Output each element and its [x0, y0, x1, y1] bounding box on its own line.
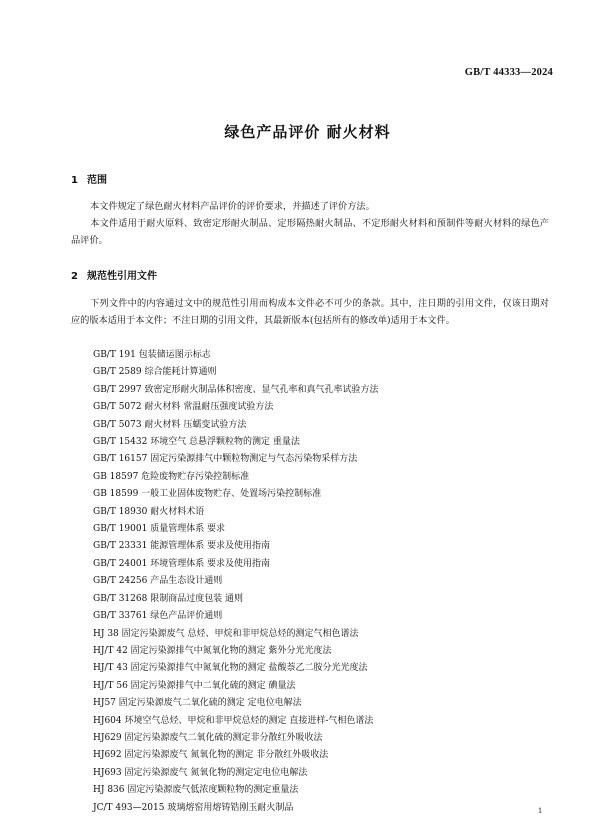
- reference-item: GB/T 24001 环境管理体系 要求及使用指南: [93, 558, 271, 569]
- reference-item: HJ692 固定污染源废气 氮氧化物的测定 非分散红外吸收法: [93, 750, 329, 761]
- paragraph-text: 本文件适用于耐火原料、致密定形耐火制品、定形隔热耐火制品、不定形耐火材料和预制件等耐火材料的绿色产品评价。: [71, 218, 549, 246]
- paragraph: [71, 215, 549, 249]
- section-number: 2: [71, 271, 78, 282]
- reference-item: HJ693 固定污染源废气 氮氧化物的测定定电位电解法: [93, 767, 308, 778]
- standard-code: GB/T 44333—2024: [464, 67, 553, 78]
- reference-item: GB 18597 危险废物贮存污染控制标准: [93, 471, 250, 482]
- reference-item: GB 18599 一般工业固体废物贮存、处置场污染控制标准: [93, 489, 322, 500]
- reference-item: GB/T 5073 耐火材料 压蠕变试验方法: [93, 419, 247, 430]
- paragraph: [71, 295, 549, 329]
- reference-item: HJ 836 固定污染源废气低浓度颗粒物的测定重量法: [93, 785, 299, 796]
- reference-item: GB/T 191 包装储运图示标志: [93, 350, 211, 360]
- reference-item: GB/T 15432 环境空气 总悬浮颗粒物的测定 重量法: [93, 437, 300, 448]
- reference-item: GB/T 31268 限制商品过度包装 通则: [93, 593, 244, 604]
- section-number: 1: [71, 175, 78, 186]
- reference-item: JC/T 493—2015 玻璃熔窑用熔铸锆刚玉耐火制品: [93, 802, 294, 813]
- reference-item: GB/T 2997 致密定形耐火制品体积密度、显气孔率和真气孔率试验方法: [93, 384, 379, 395]
- section-title: 规范性引用文件: [87, 271, 157, 282]
- reference-item: GB/T 5072 耐火材料 常温耐压强度试验方法: [93, 402, 274, 413]
- reference-item: GB/T 23331 能源管理体系 要求及使用指南: [93, 541, 271, 552]
- page-number: 1: [538, 806, 542, 815]
- reference-item: HJ/T 56 固定污染源排气中二氧化硫的测定 碘量法: [93, 680, 296, 691]
- paragraph: [71, 198, 549, 215]
- reference-item: HJ57 固定污染源废气二氧化硫的测定 定电位电解法: [93, 698, 302, 709]
- paragraph-text: 本文件规定了绿色耐火材料产品评价的评价要求，并描述了评价方法。: [90, 201, 375, 212]
- reference-item: HJ/T 43 固定污染源排气中氮氧化物的测定 盐酸萘乙二胺分光光度法: [93, 663, 368, 674]
- section-heading-scope: [71, 171, 107, 186]
- reference-item: GB/T 24256 产品生态设计通则: [93, 576, 223, 587]
- reference-item: HJ 38 固定污染源废气 总烃、甲烷和非甲烷总烃的测定气相色谱法: [93, 628, 359, 639]
- reference-item: GB/T 33761 绿色产品评价通则: [93, 611, 223, 622]
- document-title: 绿色产品评价 耐火材料: [224, 123, 391, 141]
- reference-item: GB/T 16157 固定污染源排气中颗粒物测定与气态污染物采样方法: [93, 454, 358, 465]
- reference-item: HJ/T 42 固定污染源排气中氮氧化物的测定 紫外分光光度法: [93, 645, 332, 656]
- reference-item: GB/T 18930 耐火材料术语: [93, 506, 205, 517]
- section-heading-normative-references: [71, 267, 157, 282]
- paragraph-text: 下列文件中的内容通过文中的规范性引用而构成本文件必不可少的条款。其中，注日期的引用文件，仅该日期对应的版本适用于本文件；不注日期的引用文件，其最新版本(包括所有的修改单)适用于本文件。: [71, 298, 549, 326]
- reference-item: HJ629 固定污染源废气二氧化硫的测定非分散红外吸收法: [93, 732, 323, 743]
- reference-item: GB/T 19001 质量管理体系 要求: [93, 524, 226, 535]
- reference-list: [93, 347, 378, 817]
- reference-item: GB/T 2589 综合能耗计算通则: [93, 367, 217, 378]
- section-title: 范围: [87, 175, 107, 186]
- reference-item: HJ604 环境空气总烃、甲烷和非甲烷总烃的测定 直接进样-气相色谱法: [93, 715, 374, 726]
